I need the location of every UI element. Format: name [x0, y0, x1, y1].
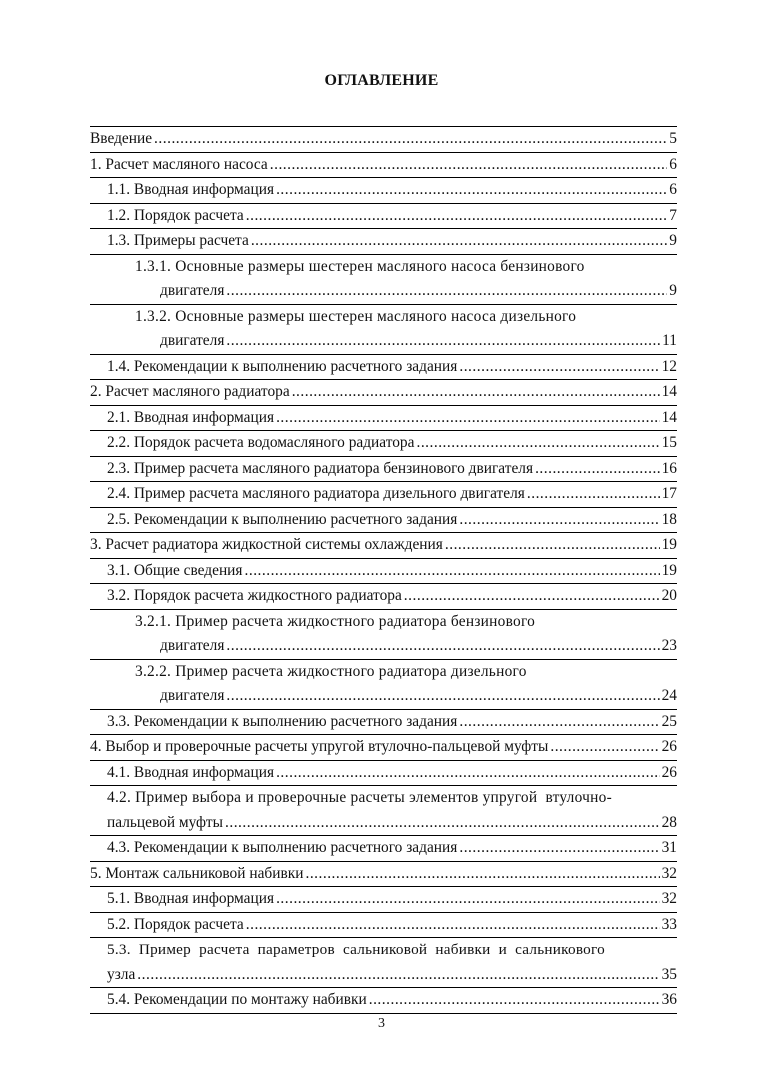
toc-entry[interactable]	[90, 761, 677, 787]
page-title: ОГЛАВЛЕНИЕ	[324, 72, 439, 89]
toc-entry-label: 3.2.2. Пример расчета жидкостного радиатора дизельного	[135, 662, 527, 680]
toc-entry[interactable]	[90, 584, 677, 610]
toc-entry[interactable]	[90, 204, 677, 230]
table-of-contents	[90, 126, 677, 1014]
toc-leader-dots	[246, 204, 668, 229]
toc-leader-dots	[292, 380, 660, 405]
toc-entry-page: 19	[661, 536, 677, 553]
toc-entry-page: 28	[661, 813, 677, 831]
toc-leader-dots	[276, 406, 660, 431]
toc-entry-label: 1.3.2. Основные размеры шестерен масляного насоса дизельного	[135, 307, 577, 325]
toc-entry-page: 9	[669, 282, 677, 299]
toc-entry-page: 6	[669, 181, 677, 198]
toc-leader-dots	[445, 533, 660, 558]
toc-entry-label: 2.1. Вводная информация	[107, 408, 275, 426]
toc-entry-page: 15	[661, 434, 677, 451]
toc-leader-dots	[369, 988, 660, 1013]
page-number: 3	[378, 1016, 385, 1031]
toc-entry-label: 5.2. Порядок расчета	[107, 915, 244, 933]
toc-entry-label: 5.1. Вводная информация	[107, 890, 275, 907]
toc-entry-page: 26	[661, 738, 677, 755]
toc-entry[interactable]	[90, 610, 677, 660]
toc-entry-page: 14	[661, 383, 677, 400]
toc-entry[interactable]	[90, 255, 677, 305]
toc-leader-dots	[276, 761, 660, 786]
toc-entry[interactable]	[90, 660, 677, 710]
toc-entry-page: 32	[661, 864, 677, 882]
toc-entry-label-continued: двигателя	[160, 687, 225, 704]
toc-leader-dots	[404, 584, 660, 609]
toc-entry[interactable]	[90, 786, 677, 836]
toc-entry-label: 4.1. Вводная информация	[107, 763, 275, 781]
toc-entry-label: 1.3. Примеры расчета	[107, 232, 249, 249]
toc-entry-label: 5.4. Рекомендации по монтажу набивки	[107, 991, 367, 1008]
toc-entry[interactable]	[90, 355, 677, 381]
toc-entry-label: Введение	[90, 130, 153, 147]
toc-entry-page: 9	[669, 232, 677, 249]
toc-entry[interactable]	[90, 862, 677, 888]
toc-entry-label-continued: двигателя	[160, 637, 225, 654]
toc-entry-page: 12	[661, 357, 677, 375]
toc-entry[interactable]	[90, 735, 677, 761]
toc-entry-page: 26	[661, 763, 677, 781]
toc-entry-label: 1.2. Порядок расчета	[107, 206, 244, 224]
toc-entry-label: 1. Расчет масляного насоса	[90, 155, 268, 173]
toc-entry[interactable]	[90, 710, 677, 736]
toc-leader-dots	[550, 735, 659, 760]
toc-entry-label: 5.3. Пример расчета параметров сальниковой набивки и сальникового	[107, 941, 605, 958]
toc-entry[interactable]	[90, 229, 677, 255]
toc-entry[interactable]	[90, 913, 677, 939]
toc-entry-label: 3.2. Порядок расчета жидкостного радиатора	[107, 587, 402, 604]
toc-entry-page: 18	[661, 510, 677, 528]
toc-leader-dots	[246, 913, 660, 938]
toc-entry[interactable]	[90, 482, 677, 508]
toc-entry-label: 2.4. Пример расчета масляного радиатора дизельного двигателя	[107, 485, 525, 502]
toc-entry[interactable]	[90, 153, 677, 179]
toc-entry[interactable]	[90, 938, 677, 988]
toc-leader-dots	[137, 963, 659, 988]
toc-entry[interactable]	[90, 887, 677, 913]
toc-leader-dots	[459, 355, 659, 380]
toc-leader-dots	[245, 559, 660, 584]
toc-entry-page: 24	[661, 687, 677, 704]
toc-leader-dots	[459, 710, 659, 735]
toc-entry-label: 3.1. Общие сведения	[107, 561, 243, 579]
toc-entry-page: 20	[661, 587, 677, 604]
toc-entry[interactable]	[90, 988, 677, 1014]
toc-leader-dots	[226, 684, 659, 709]
toc-entry[interactable]	[90, 380, 677, 406]
toc-entry[interactable]	[90, 457, 677, 483]
toc-leader-dots	[416, 431, 659, 456]
toc-entry-label-continued: двигателя	[160, 282, 225, 299]
toc-leader-dots	[459, 508, 659, 533]
toc-leader-dots	[276, 887, 660, 912]
toc-entry-page: 17	[661, 485, 677, 502]
toc-leader-dots	[535, 457, 660, 482]
toc-leader-dots	[154, 127, 667, 152]
toc-entry[interactable]	[90, 431, 677, 457]
toc-entry-page: 16	[661, 459, 677, 477]
toc-entry-page: 6	[669, 155, 677, 173]
toc-leader-dots	[226, 634, 659, 659]
toc-leader-dots	[226, 329, 660, 354]
toc-leader-dots	[225, 811, 660, 836]
toc-entry-page: 36	[661, 991, 677, 1008]
toc-entry-label-continued: пальцевой муфты	[107, 813, 224, 831]
toc-entry-page: 25	[661, 712, 677, 730]
toc-entry-page: 35	[661, 965, 677, 983]
toc-leader-dots	[226, 279, 667, 304]
toc-entry-label: 1.4. Рекомендации к выполнению расчетного задания	[107, 357, 458, 375]
toc-entry-page: 5	[669, 130, 677, 147]
toc-entry-label: 4.2. Пример выбора и проверочные расчеты элементов упругой втулочно-	[107, 789, 612, 806]
toc-entry-page: 11	[662, 332, 677, 349]
toc-entry[interactable]	[90, 178, 677, 204]
toc-entry-label: 5. Монтаж сальниковой набивки	[90, 864, 304, 882]
toc-entry-label: 2. Расчет масляного радиатора	[90, 383, 290, 400]
toc-entry-label: 3. Расчет радиатора жидкостной системы охлаждения	[90, 536, 443, 553]
toc-entry[interactable]	[90, 508, 677, 534]
toc-entry-label: 3.3. Рекомендации к выполнению расчетного задания	[107, 712, 458, 730]
toc-entry-label-continued: узла	[107, 965, 136, 983]
toc-leader-dots	[251, 229, 667, 254]
toc-entry-page: 19	[661, 561, 677, 579]
toc-entry-page: 23	[661, 637, 677, 654]
toc-leader-dots	[276, 178, 667, 203]
toc-leader-dots	[527, 482, 660, 507]
toc-entry-label: 3.2.1. Пример расчета жидкостного радиатора бензинового	[135, 612, 536, 630]
toc-entry-label: 4.3. Рекомендации к выполнению расчетного задания	[107, 839, 458, 856]
toc-leader-dots	[459, 836, 659, 861]
toc-leader-dots	[305, 862, 659, 887]
toc-entry-label: 2.5. Рекомендации к выполнению расчетного задания	[107, 510, 458, 528]
toc-entry[interactable]	[90, 127, 677, 153]
toc-entry[interactable]	[90, 533, 677, 559]
toc-entry-label-continued: двигателя	[160, 332, 225, 349]
toc-entry-page: 32	[661, 890, 677, 907]
toc-entry[interactable]	[90, 305, 677, 355]
toc-entry-label: 2.3. Пример расчета масляного радиатора бензинового двигателя	[107, 459, 534, 477]
toc-entry-page: 33	[661, 915, 677, 933]
toc-entry-label: 2.2. Порядок расчета водомасляного радиатора	[107, 434, 415, 451]
toc-entry[interactable]	[90, 406, 677, 432]
toc-entry[interactable]	[90, 836, 677, 862]
toc-entry-label: 1.3.1. Основные размеры шестерен масляного насоса бензинового	[135, 257, 585, 275]
toc-entry-page: 7	[669, 206, 677, 224]
toc-entry-page: 14	[661, 408, 677, 426]
toc-entry-label: 1.1. Вводная информация	[107, 181, 275, 198]
toc-leader-dots	[270, 153, 668, 178]
toc-entry-page: 31	[661, 839, 677, 856]
toc-entry-label: 4. Выбор и проверочные расчеты упругой втулочно-пальцевой муфты	[90, 738, 549, 755]
toc-entry[interactable]	[90, 559, 677, 585]
